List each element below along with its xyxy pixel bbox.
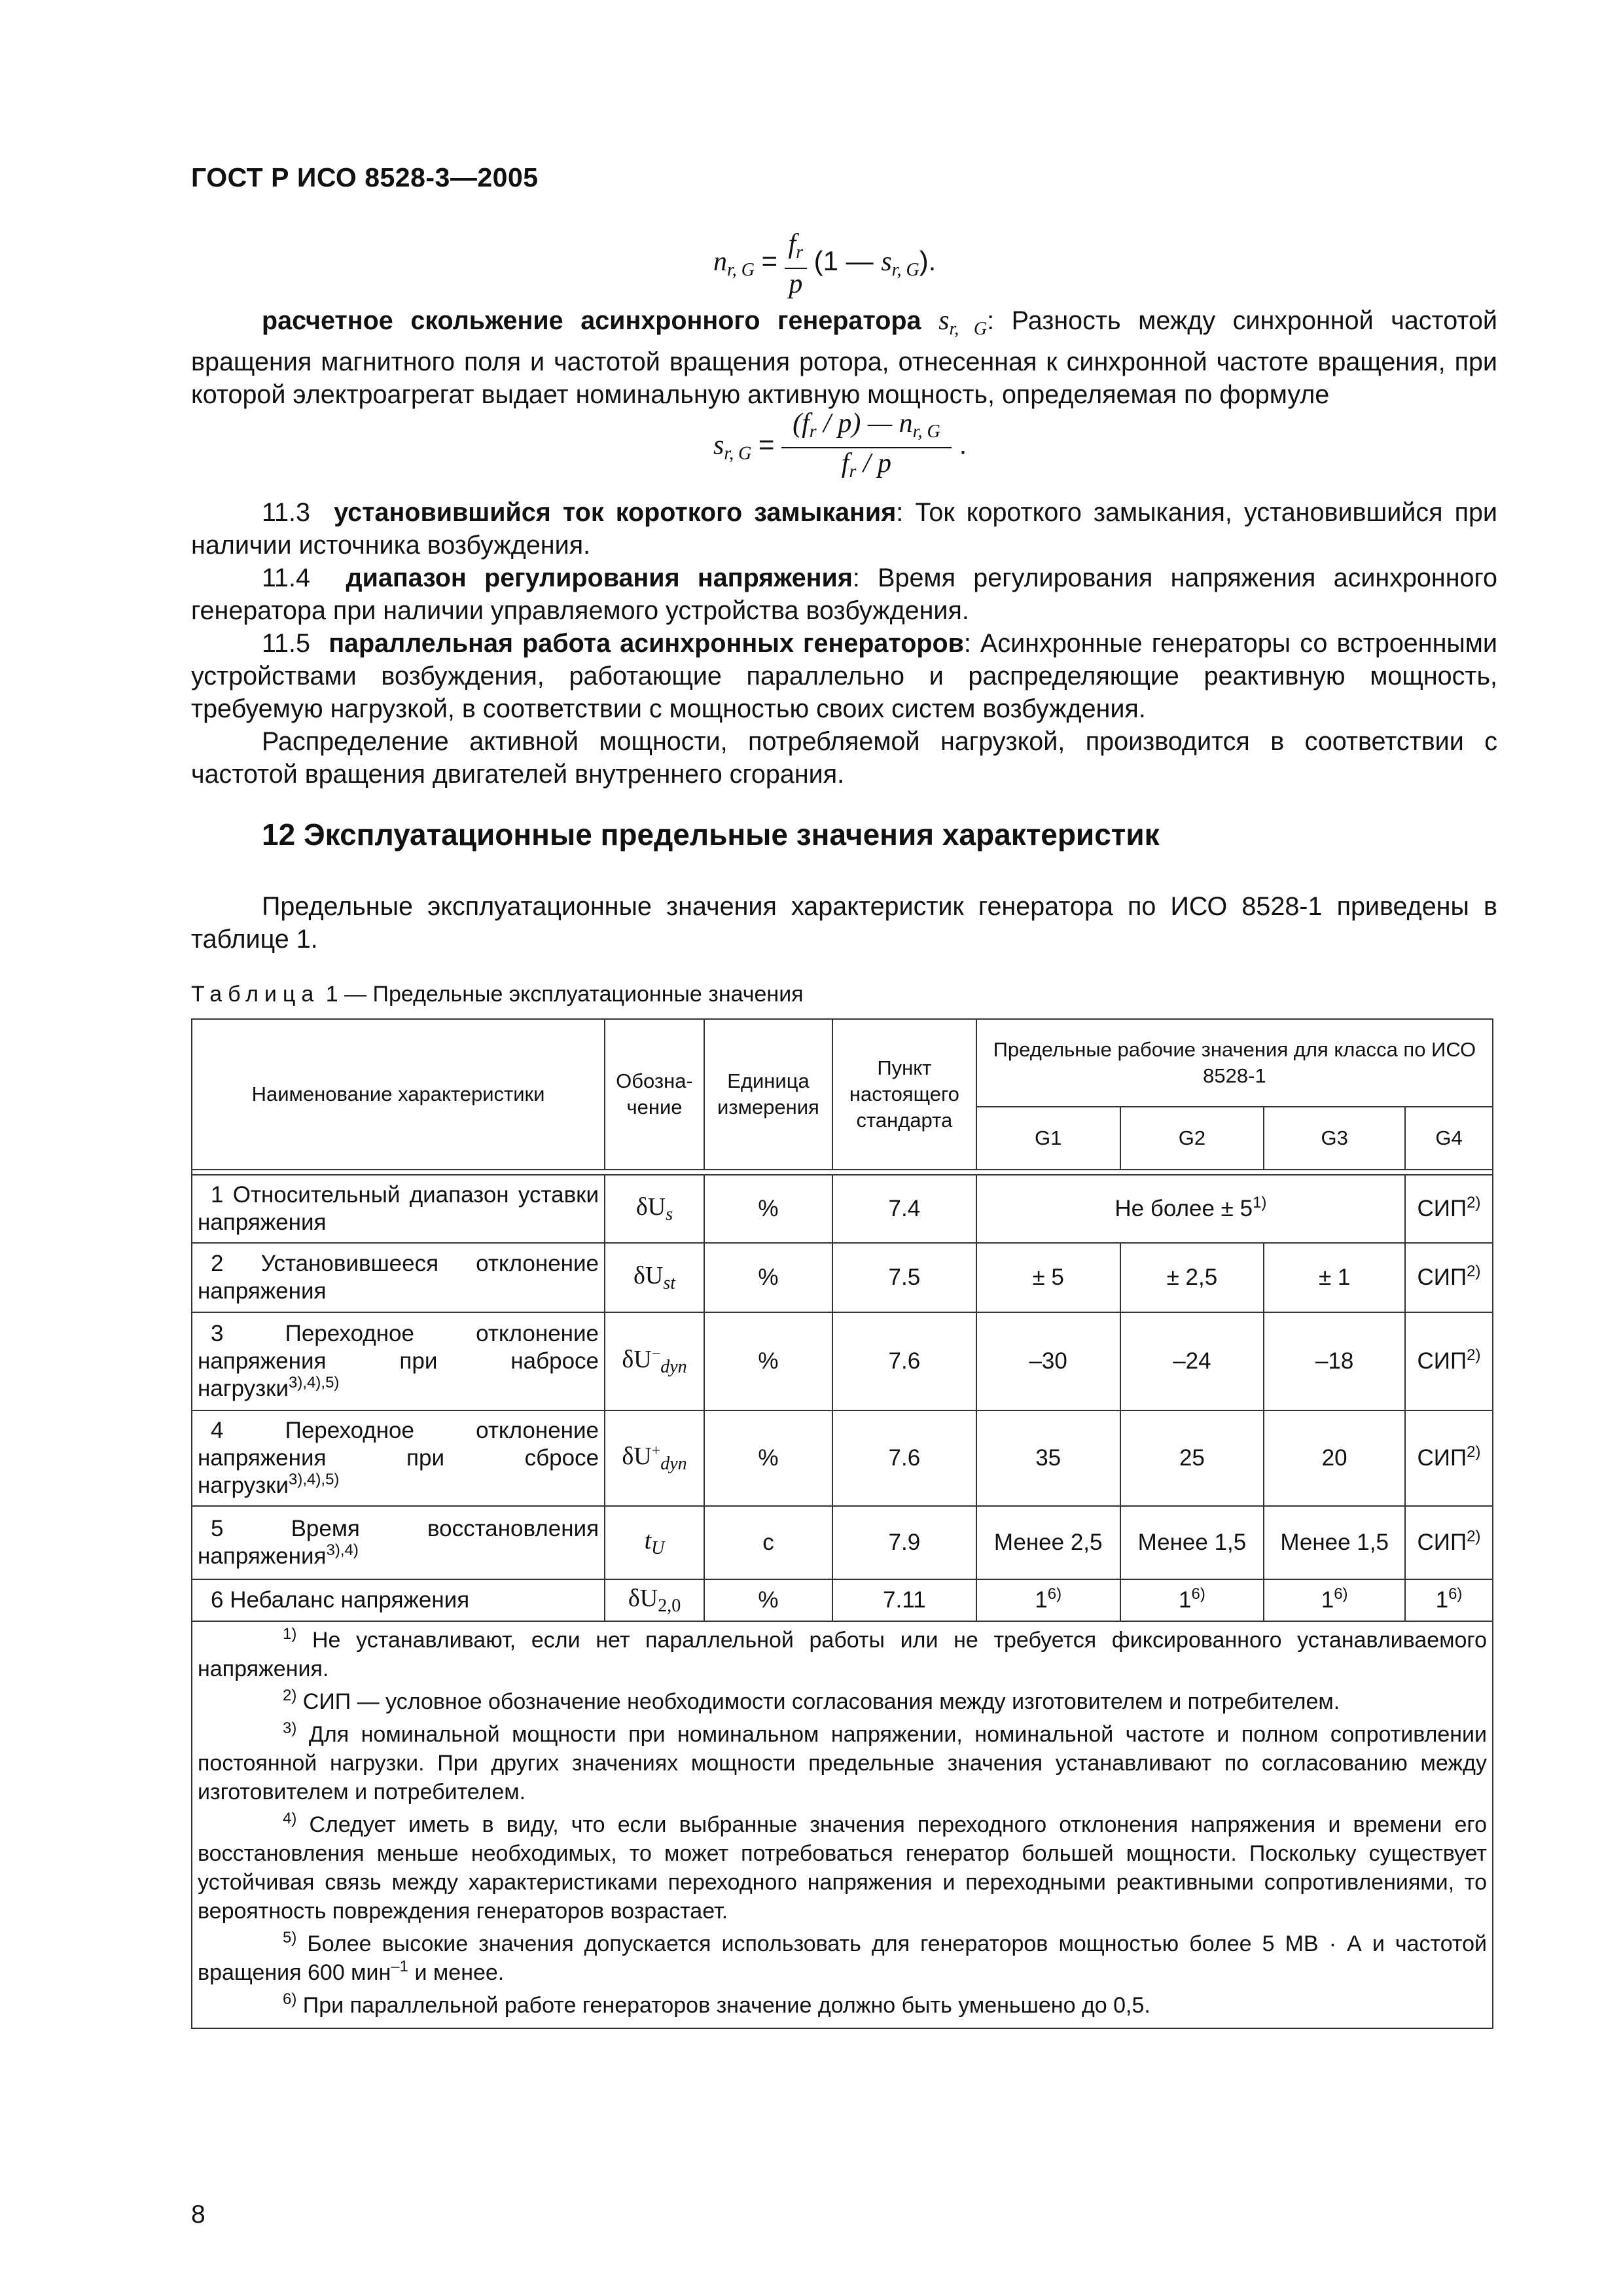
header-unit: Единица измерения [704,1019,832,1170]
note-5: $^{5)}$ Более высокие значения допускается использовать для генераторов мощностью более 5 МВ · А и частотой вращения 600 мин$^{-1}$ и менее. [198,1929,1487,1985]
row-name: 5 Время восстановления напряжения$^{3),4)}$ [192,1506,605,1579]
row-g2: ± 2,5 [1120,1243,1264,1312]
header-class-g1: G1 [976,1107,1120,1170]
row-unit: % [704,1579,832,1621]
formula-rotor-speed: $n_{r, G}$ = $\frac{f_r}{p}$ (1 — $s_{r, G}$). [713,229,936,299]
table-row [192,1175,1493,1243]
row-symbol: $\delta U_{2,0}$ [605,1579,704,1621]
row-g4: СИП$^{2)}$ [1405,1410,1493,1506]
table-row [192,1312,1493,1410]
row-g3: Менее 1,5 [1264,1506,1405,1579]
table-row [192,1243,1493,1312]
row-name: 6 Небаланс напряжения [192,1579,605,1621]
table-notes [192,1621,1493,2028]
formula-slip: $s_{r, G}$ = $\frac{(f_r / p) — n_{r, G}}{f_r / p}$ . [713,408,967,482]
table-row [192,1579,1493,1621]
item-11-3: 11.3 установившийся ток короткого замыкания: Ток короткого замыкания, установившийся при наличии источника возбуждения. [191,498,1497,560]
row-g2: 25 [1120,1410,1264,1506]
row-clause: 7.4 [832,1175,976,1243]
row-g1: 35 [976,1410,1120,1506]
active-power-paragraph: Распределение активной мощности, потребляемой нагрузкой, производится в соответствии с частотой вращения двигателей внутреннего сгорания. [191,727,1497,789]
row-g3: 1$^{6)}$ [1264,1579,1405,1621]
row-g4: СИП$^{2)}$ [1405,1175,1493,1243]
row-symbol: $\delta U^-_{dyn}$ [605,1312,704,1410]
row-g4: СИП$^{2)}$ [1405,1312,1493,1410]
table-row [192,1410,1493,1506]
note-1: $^{1)}$ Не устанавливают, если нет параллельной работы или не требуется фиксированного устанавливаемого напряжения. [198,1625,1487,1681]
row-g2: –24 [1120,1312,1264,1410]
document-header: ГОСТ Р ИСО 8528-3—2005 [191,162,539,192]
row-g4: 1$^{6)}$ [1405,1579,1493,1621]
row-clause: 7.9 [832,1506,976,1579]
row-g2: Менее 1,5 [1120,1506,1264,1579]
row-unit: % [704,1175,832,1243]
row-clause: 7.6 [832,1410,976,1506]
row-g3: ± 1 [1264,1243,1405,1312]
header-symbol: Обозна-чение [605,1019,704,1170]
section-title: 12 Эксплуатационные предельные значения характеристик [262,817,1160,852]
header-class-g3: G3 [1264,1107,1405,1170]
note-6: $^{6)}$ При параллельной работе генераторов значение должно быть уменьшено до 0,5. [283,1990,1150,2018]
row-g4: СИП$^{2)}$ [1405,1506,1493,1579]
row-g2: 1$^{6)}$ [1120,1579,1264,1621]
row-symbol: $\delta U_{st}$ [605,1243,704,1312]
note-3: $^{3)}$ Для номинальной мощности при номинальном напряжении, номинальной частоте и полном сопротивлении постоянной нагрузки. При других значениях мощности предельные значения устанавливают по согласованию между изготовителем и потребителем. [198,1719,1487,1804]
item-11-4: 11.4 диапазон регулирования напряжения: Время регулирования напряжения асинхронного генератора при наличии управляемого устройства возбуждения. [191,564,1497,625]
row-symbol: $t_U$ [605,1506,704,1579]
row-clause: 7.5 [832,1243,976,1312]
slip-definition: расчетное скольжение асинхронного генератора $s_{r, G}$: Разность между синхронной частотой вращения магнитного поля и частотой вращения ротора, отнесенная к синхронной частоте вращения, при которой электроагрегат выдает номинальную активную мощность, определяемая по формуле [191,306,1497,409]
header-limits: Предельные рабочие значения для класса по ИСО 8528-1 [976,1019,1493,1107]
row-name: 1 Относительный диапазон уставки напряжения [192,1175,605,1243]
row-g1: ± 5 [976,1243,1120,1312]
item-11-5: 11.5 параллельная работа асинхронных генераторов: Асинхронные генераторы со встроенными устройствами возбуждения, работающие параллельно и распределяющие реактивную мощность, требуемую нагрузкой, в соответствии с мощностью своих систем возбуждения. [191,629,1497,723]
row-name: 4 Переходное отклонение напряжения при сбросе нагрузки$^{3),4),5)}$ [192,1410,605,1506]
row-g1: –30 [976,1312,1120,1410]
row-g3: –18 [1264,1312,1405,1410]
header-class-g4: G4 [1405,1107,1493,1170]
limits-table [191,1018,1493,2029]
note-2: $^{2)}$ СИП — условное обозначение необходимости согласования между изготовителем и потребителем. [283,1687,1340,1714]
row-unit: % [704,1410,832,1506]
row-g1: Менее 2,5 [976,1506,1120,1579]
header-clause: Пункт настоящего стандарта [832,1019,976,1170]
row-g1: 1$^{6)}$ [976,1579,1120,1621]
row-g3: 20 [1264,1410,1405,1506]
header-class-g2: G2 [1120,1107,1264,1170]
row-clause: 7.6 [832,1312,976,1410]
section-paragraph: Предельные эксплуатационные значения характеристик генератора по ИСО 8528-1 приведены в таблице 1. [191,892,1497,954]
row-g4: СИП$^{2)}$ [1405,1243,1493,1312]
row-clause: 7.11 [832,1579,976,1621]
row-unit: % [704,1243,832,1312]
table-row [192,1506,1493,1579]
note-4: $^{4)}$ Следует иметь в виду, что если выбранные значения переходного отклонения напряжения и времени его восстановления меньше необходимых, то может потребоваться генератор большей мощности. Поскольку существует устойчивая связь между характеристиками переходного напряжения и переходными реактивными сопротивлениями, то вероятность повреждения генераторов возрастает. [198,1810,1487,1924]
row-merged-value: Не более ± $5^{1)}$ [976,1175,1405,1243]
row-symbol: $\delta U^+_{dyn}$ [605,1410,704,1506]
row-unit: с [704,1506,832,1579]
table-caption: Таблица 1 — Предельные эксплуатационные значения [191,982,804,1007]
row-name: 2 Установившееся отклонение напряжения [192,1243,605,1312]
row-name: 3 Переходное отклонение напряжения при набросе нагрузки$^{3),4),5)}$ [192,1312,605,1410]
header-name: Наименование характеристики [192,1019,605,1170]
row-unit: % [704,1312,832,1410]
row-symbol: $\delta U_s$ [605,1175,704,1243]
page-number: 8 [191,2200,205,2229]
